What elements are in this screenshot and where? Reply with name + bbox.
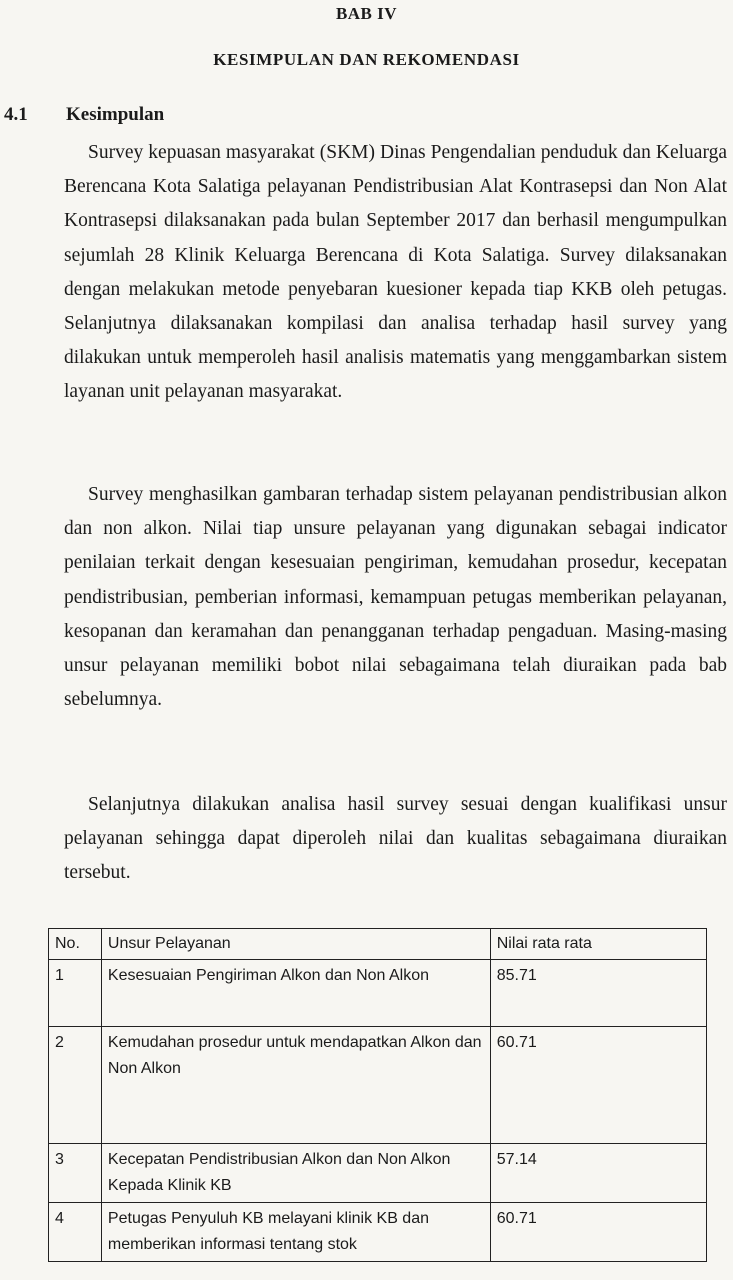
row-no: 4: [49, 1203, 102, 1262]
chapter-label: BAB IV: [335, 4, 398, 23]
row-no: 1: [49, 960, 102, 1027]
table-header-row: [49, 929, 707, 960]
row-no: 3: [49, 1144, 102, 1203]
row-nilai: 85.71: [490, 960, 706, 1027]
header-no: No.: [49, 929, 102, 960]
paragraph-2: Survey menghasilkan gambaran terhadap sistem pelayanan pendistribusian alkon dan non alkon. Nilai tiap unsure pelayanan yang digunakan sebagai indicator penilaian terkait dengan kesesuaian pengiriman, kemudahan prosedur, kecepatan pendistribusian, pemberian informasi, kemampuan petugas memberikan pelayanan, kesopanan dan keramahan dan penangganan terhadap pengaduan. Masing-masing unsur pelayanan memiliki bobot nilai sebagaimana telah diuraikan pada bab sebelumnya.: [64, 484, 727, 711]
section-number: 4.1: [4, 104, 28, 125]
row-unsur: Kemudahan prosedur untuk mendapatkan Alkon dan Non Alkon: [101, 1027, 490, 1144]
paragraph-3: Selanjutnya dilakukan analisa hasil survey sesuai dengan kualifikasi unsur pelayanan sehingga dapat diperoleh nilai dan kualitas sebagaimana diuraikan tersebut.: [64, 794, 727, 884]
row-unsur: Petugas Penyuluh KB melayani klinik KB dan memberikan informasi tentang stok: [101, 1203, 490, 1262]
row-no: 2: [49, 1027, 102, 1144]
chapter-title: KESIMPULAN DAN REKOMENDASI: [213, 50, 520, 69]
table-row: [49, 1203, 707, 1262]
section-heading: Kesimpulan: [66, 104, 165, 125]
row-nilai: 60.71: [490, 1027, 706, 1144]
table-row: [49, 960, 707, 1027]
table-row: [49, 1027, 707, 1144]
header-nilai: Nilai rata rata: [490, 929, 706, 960]
paragraph-1: Survey kepuasan masyarakat (SKM) Dinas Pengendalian penduduk dan Keluarga Berencana Kota Salatiga pelayanan Pendistribusian Alat Kontrasepsi dan Non Alat Kontrasepsi dilaksanakan pada bulan September 2017 dan berhasil mengumpulkan sejumlah 28 Klinik Keluarga Berencana di Kota Salatiga. Survey dilaksanakan dengan melakukan metode penyebaran kuesioner kepada tiap KKB oleh petugas. Selanjutnya dilaksanakan kompilasi dan analisa terhadap hasil survey yang dilakukan untuk memperoleh hasil analisis matematis yang menggambarkan sistem layanan unit pelayanan masyarakat.: [64, 142, 727, 403]
row-unsur: Kecepatan Pendistribusian Alkon dan Non Alkon Kepada Klinik KB: [101, 1144, 490, 1203]
row-unsur: Kesesuaian Pengiriman Alkon dan Non Alkon: [101, 960, 490, 1027]
header-unsur: Unsur Pelayanan: [101, 929, 490, 960]
table-row: [49, 1144, 707, 1203]
row-nilai: 57.14: [490, 1144, 706, 1203]
row-nilai: 60.71: [490, 1203, 706, 1262]
service-score-table: [48, 928, 707, 1262]
